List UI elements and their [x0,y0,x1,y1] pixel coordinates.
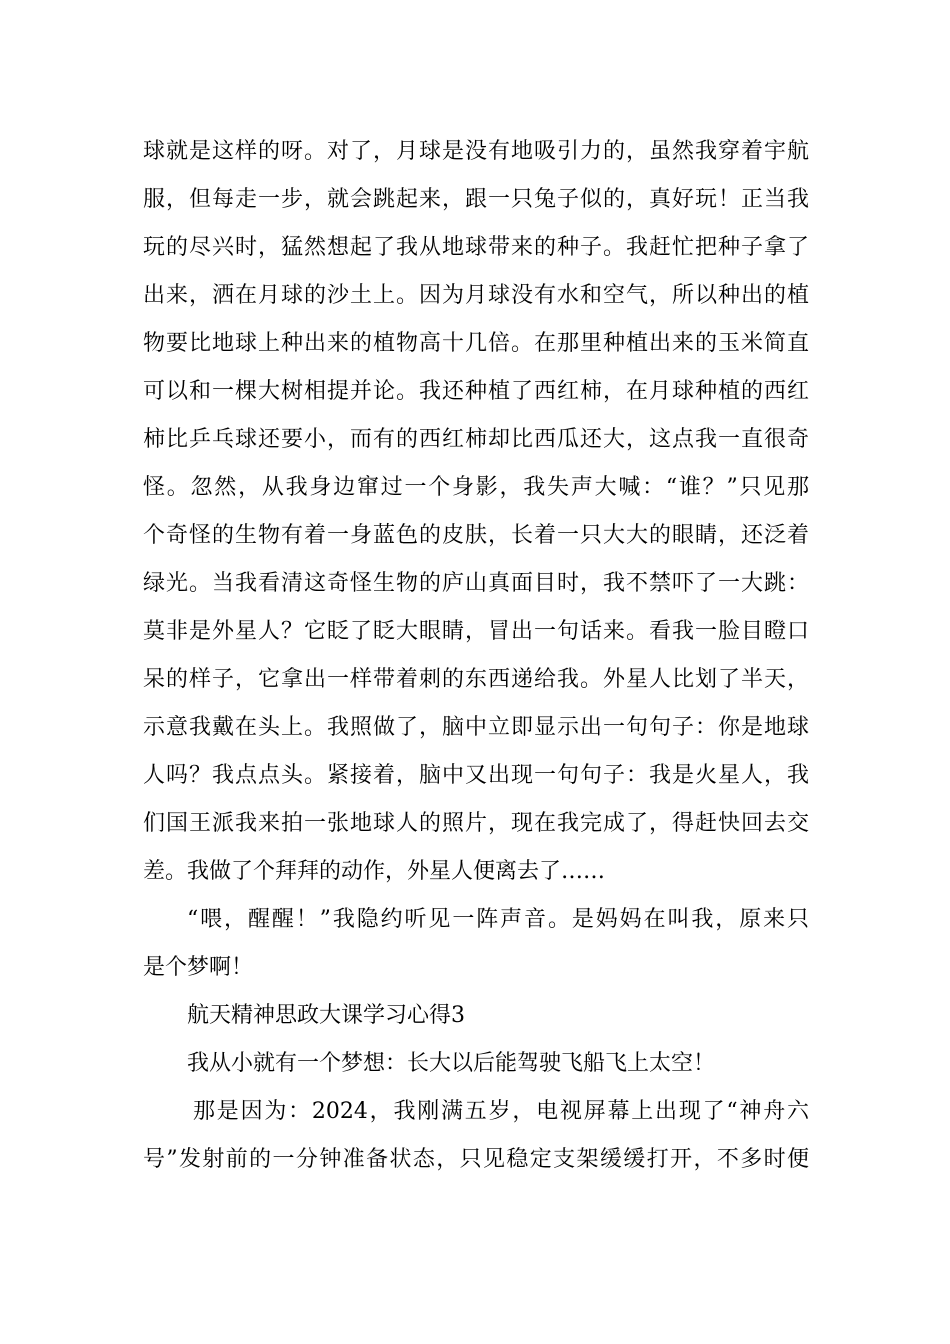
paragraph-reason [143,1088,809,1184]
paragraph-line: “喂，醒醒！”我隐约听见一阵声音。是妈妈在叫我，原来只 [187,907,809,932]
paragraph-line: 差。我做了个拜拜的动作，外星人便离去了…… [143,859,606,884]
paragraph-line: 怪。忽然，从我身边窜过一个身影，我失声大喊：“谁？”只见那 [143,475,809,500]
paragraph-line: 球就是这样的呀。对了，月球是没有地吸引力的，虽然我穿着宇航 [143,139,809,164]
document-body [143,128,809,1184]
paragraph-line: 人吗？我点点头。紧接着，脑中又出现一句句子：我是火星人，我 [143,763,809,788]
paragraph-line: 那是因为：2024，我刚满五岁，电视屏幕上出现了“神舟六 [193,1099,809,1124]
paragraph-line: 是个梦啊！ [143,955,254,980]
paragraph-line: 玩的尽兴时，猛然想起了我从地球带来的种子。我赶忙把种子拿了 [143,235,809,260]
paragraph-line: 示意我戴在头上。我照做了，脑中立即显示出一句句子：你是地球 [143,715,809,740]
paragraph-line: 柿比乒乓球还要小，而有的西红柿却比西瓜还大，这点我一直很奇 [143,427,809,452]
paragraph-story-continuation [143,128,809,896]
paragraph-dream: 我从小就有一个梦想：长大以后能驾驶飞船飞上太空！ [187,1051,716,1076]
paragraph-line: 呆的样子，它拿出一样带着刺的东西递给我。外星人比划了半天， [143,667,809,692]
paragraph-wake-up [143,896,809,992]
section-heading: 航天精神思政大课学习心得3 [187,1003,465,1028]
paragraph-line: 绿光。当我看清这奇怪生物的庐山真面目时，我不禁吓了一大跳： [143,571,809,596]
paragraph-line: 个奇怪的生物有着一身蓝色的皮肤，长着一只大大的眼睛，还泛着 [143,523,809,548]
paragraph-line: 莫非是外星人？它眨了眨大眼睛，冒出一句话来。看我一脸目瞪口 [143,619,809,644]
paragraph-line: 号”发射前的一分钟准备状态，只见稳定支架缓缓打开，不多时便 [143,1147,809,1172]
paragraph-line: 物要比地球上种出来的植物高十几倍。在那里种植出来的玉米简直 [143,331,809,356]
paragraph-line: 们国王派我来拍一张地球人的照片，现在我完成了，得赶快回去交 [143,811,809,836]
paragraph-line: 可以和一棵大树相提并论。我还种植了西红柿，在月球种植的西红 [143,379,809,404]
paragraph-line: 出来，洒在月球的沙土上。因为月球没有水和空气，所以种出的植 [143,283,809,308]
paragraph-line: 服，但每走一步，就会跳起来，跟一只兔子似的，真好玩！正当我 [143,187,809,212]
